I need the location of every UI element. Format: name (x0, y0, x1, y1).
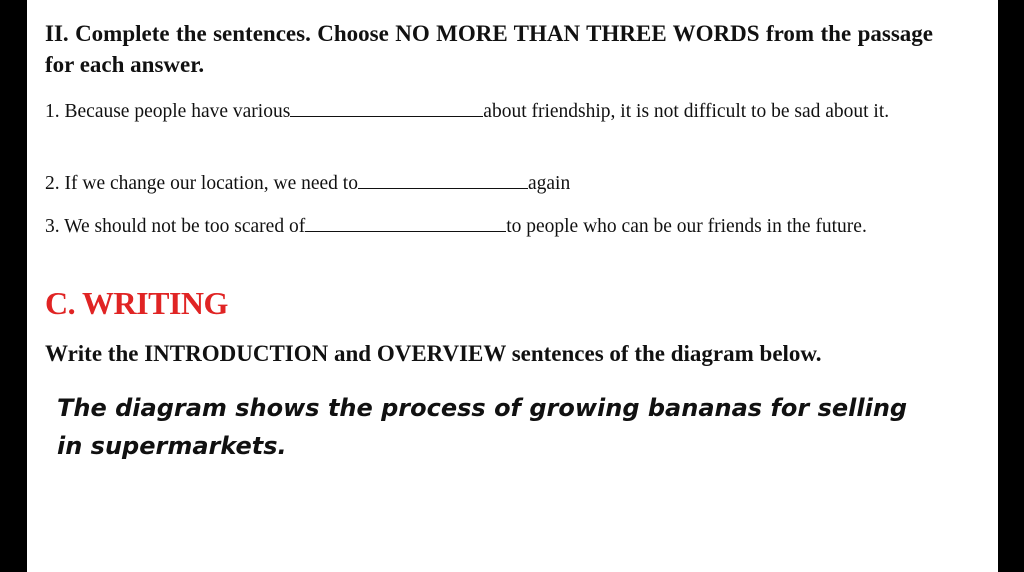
question-3-text-after: to people who can be our friends in the future. (506, 216, 867, 237)
part2-heading: II. Complete the sentences. Choose NO MORE THAN THREE WORDS from the passage for each answer. (45, 21, 933, 77)
writing-answer-text: The diagram shows the process of growing bananas for selling in supermarkets. (57, 394, 908, 460)
question-3 (45, 212, 933, 241)
question-2-text-after: again (527, 173, 571, 194)
question-3-blank[interactable] (305, 215, 506, 232)
question-1-text-after: about friendship, it is not difficult to be sad about it. (483, 101, 890, 122)
question-1 (45, 97, 933, 126)
document-page (27, 0, 998, 572)
question-1-blank[interactable] (290, 100, 483, 117)
writing-section-title: C. WRITING (45, 285, 228, 321)
question-2-text-before: 2. If we change our location, we need to (45, 173, 358, 194)
question-2-blank[interactable] (358, 172, 528, 189)
writing-instruction: Write the INTRODUCTION and OVERVIEW sentences of the diagram below. (45, 341, 822, 366)
question-1-text-before: 1. Because people have various (45, 101, 291, 122)
question-3-text-before: 3. We should not be too scared of (45, 216, 306, 237)
question-2 (45, 169, 933, 198)
